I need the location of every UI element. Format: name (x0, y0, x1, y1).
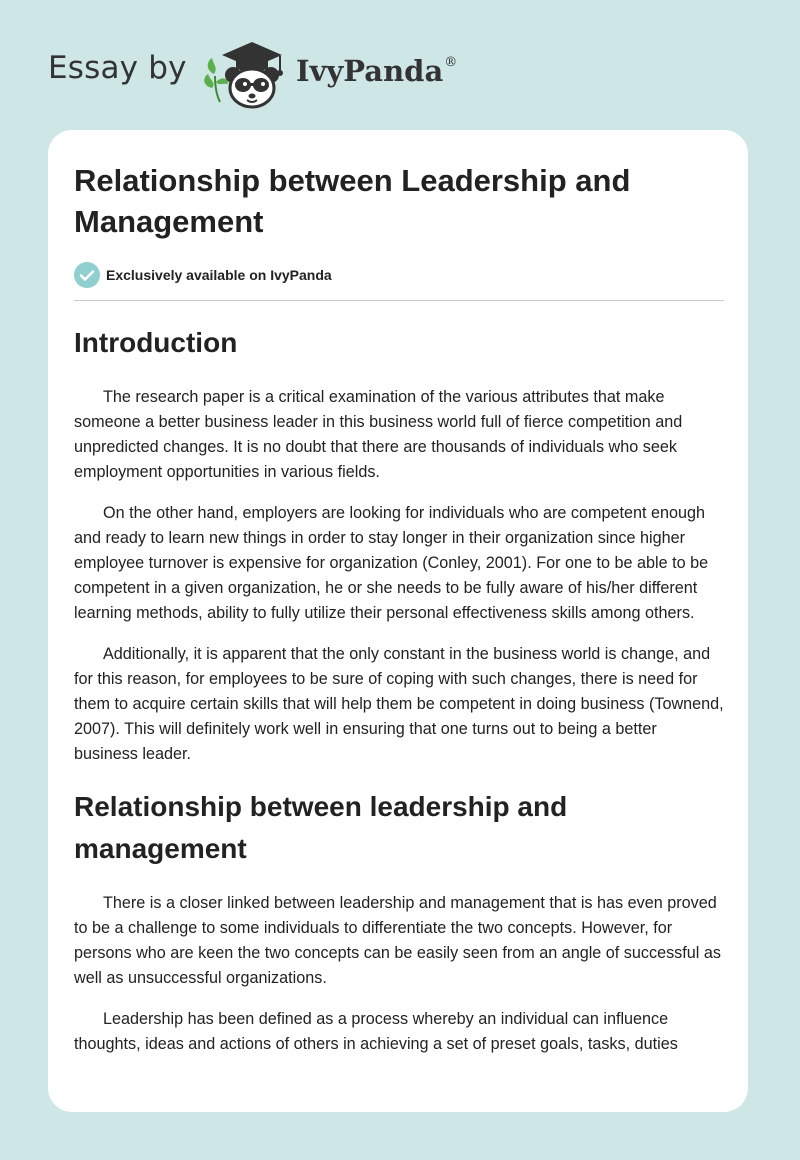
check-circle-icon (74, 262, 100, 288)
exclusive-badge-text: Exclusively available on IvyPanda (106, 267, 332, 283)
article-card (48, 130, 748, 1112)
panda-logo-icon[interactable] (200, 38, 292, 110)
article-title: Relationship between Leadership and Management (74, 163, 631, 239)
exclusive-badge (74, 262, 724, 288)
brand-prefix: Essay by (48, 50, 187, 86)
article-content (74, 160, 724, 1057)
site-header (0, 0, 800, 130)
paragraph: The research paper is a critical examination of the various attributes that make someone a better business leader in this business world full of fierce competition and unpredicted changes. It is no doubt that there are thousands of individuals who seek employment opportunities in various fields. (74, 388, 683, 481)
trademark-symbol: ® (444, 55, 458, 71)
paragraph: On the other hand, employers are looking for individuals who are competent enough and ready to learn new things in order to stay longer in their organization since higher employee turnover is expensive for organization (Conley, 2001). For one to be able to be competent in a given organization, he or she needs to be fully aware of his/her different learning methods, ability to fully utilize their personal effectiveness skills among others. (74, 504, 709, 622)
paragraph: Leadership has been defined as a process whereby an individual can influence thoughts, ideas and actions of others in achieving a set of preset goals, tasks, duties (74, 1010, 678, 1053)
section-heading-introduction: Introduction (74, 327, 238, 358)
title-divider (74, 300, 724, 301)
section-heading-relationship: Relationship between leadership and management (74, 791, 568, 864)
paragraph: Additionally, it is apparent that the only constant in the business world is change, and for this reason, for employees to be sure of coping with such changes, there is need for them to acquire certain skills that will help them be competent in doing business (Townend, 2007). This will definitely work well in ensuring that one turns out to being a better business leader. (74, 645, 724, 763)
brand-name-text: IvyPanda (296, 54, 444, 88)
paragraph: There is a closer linked between leadership and management that is has even proved to be a challenge to some individuals to differentiate the two concepts. However, for persons who are keen the two concepts can be easily seen from an angle of successful as well as unsuccessful organizations. (74, 894, 721, 987)
brand-name[interactable] (296, 54, 457, 88)
